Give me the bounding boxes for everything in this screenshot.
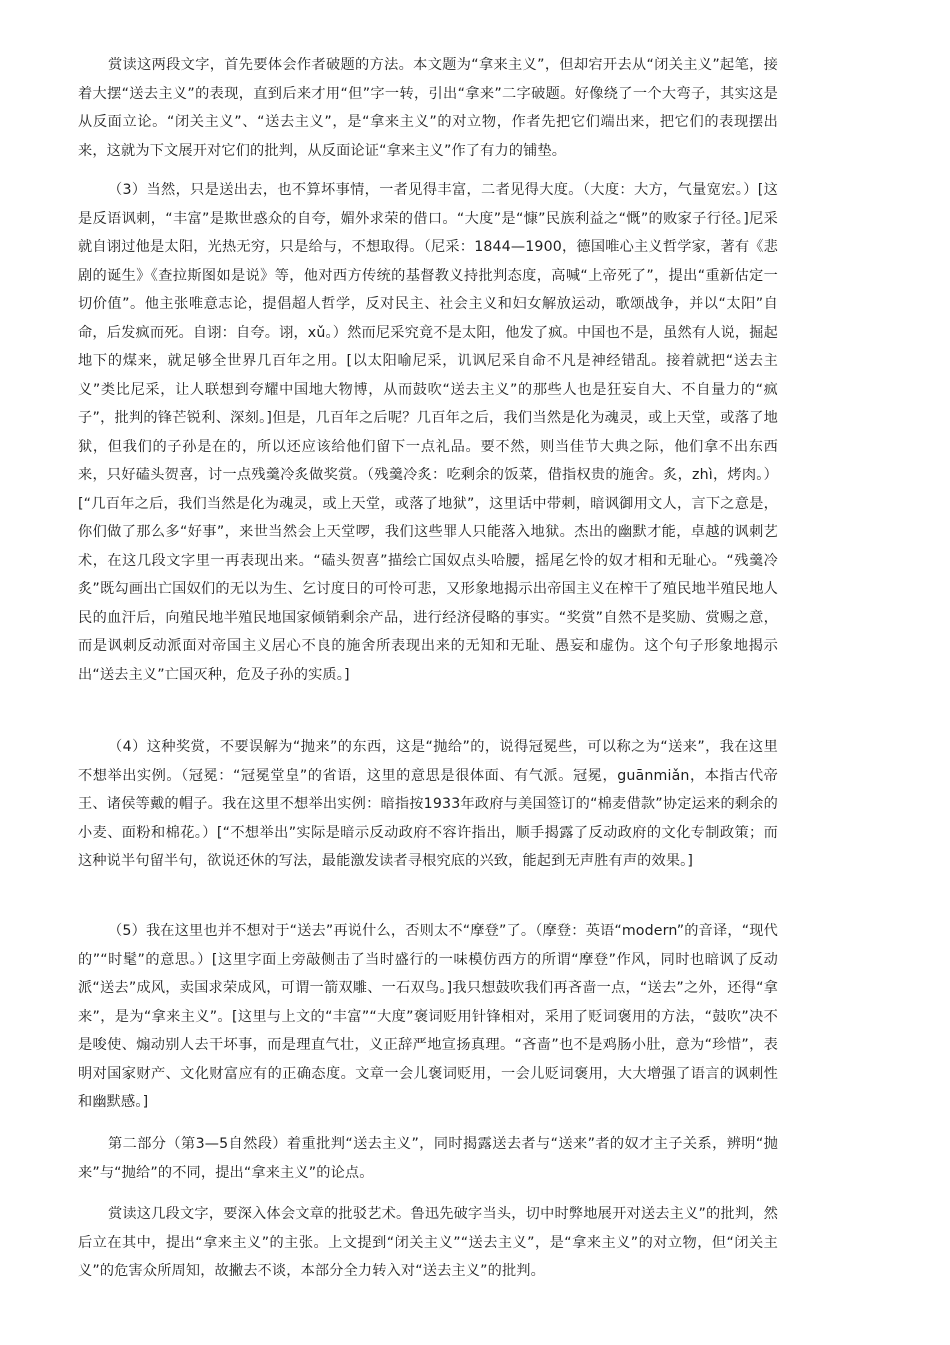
paragraph-section-5: （5）我在这里也并不想对于“送去”再说什么，否则太不“摩登”了。（摩登：英语“modern”的音译，“现代的”“时髦”的意思。）[这里字面上旁敲侧击了当时盛行的一味模仿西方的所谓“摩登”作风，同时也暗讽了反动派“送去”成风，卖国求荣成风，可谓一箭双雕、一石双鸟。]我只想鼓吹我们再吝啬一点，“送去”之外，还得“拿来”，是为“拿来主义”。[这里与上文的“丰富”“大度”褒词贬用针锋相对，采用了贬词褒用的方法，“鼓吹”决不是唆使、煽动别人去干坏事，而是理直气壮，义正辞严地宣扬真理。“吝啬”也不是鸡肠小肚，意为“珍惜”，表明对国家财产、文化财富应有的正确态度。文章一会儿褒词贬用，一会儿贬词褒用，大大增强了语言的讽刺性和幽默感。] <box>78 923 778 1110</box>
paragraph-section-3: （3）当然，只是送出去，也不算坏事情，一者见得丰富，二者见得大度。（大度：大方，气量宽宏。）[这是反语讽刺，“丰富”是欺世惑众的自夸，媚外求荣的借口。“大度”是“慷”民族利益之“慨”的败家子行径。]尼采就自诩过他是太阳，光热无穷，只是给与，不想取得。（尼采：1844—1900，德国唯心主义哲学家，著有《悲剧的诞生》《查拉斯图如是说》等，他对西方传统的基督教义持批判态度，高喊“上帝死了”，提出“重新估定一切价值”。他主张唯意志论，提倡超人哲学，反对民主、社会主义和妇女解放运动，歌颂战争，并以“太阳”自命，后发疯而死。自诩：自夸。诩，xǔ。）然而尼采究竟不是太阳，他发了疯。中国也不是，虽然有人说，掘起地下的煤来，就足够全世界几百年之用。[以太阳喻尼采，讥讽尼采自命不凡是神经错乱。接着就把“送去主义”类比尼采，让人联想到夸耀中国地大物博，从而鼓吹“送去主义”的那些人也是狂妄自大、不自量力的“疯子”，批判的锋芒锐利、深刻。]但是，几百年之后呢？几百年之后，我们当然是化为魂灵，或上天堂，或落了地狱，但我们的子孙是在的，所以还应该给他们留下一点礼品。要不然，则当佳节大典之际，他们拿不出东西来，只好磕头贺喜，讨一点残羹冷炙做奖赏。（残羹冷炙：吃剩余的饭菜，借指权贵的施舍。炙，zhì，烤肉。）[“几百年之后，我们当然是化为魂灵，或上天堂，或落了地狱”，这里话中带刺，暗讽御用文人，言下之意是，你们做了那么多“好事”，来世当然会上天堂啰，我们这些罪人只能落入地狱。杰出的幽默才能，卓越的讽刺艺术，在这几段文字里一再表现出来。“磕头贺喜”描绘亡国奴点头哈腰，摇尾乞怜的奴才相和无耻心。“残羹冷炙”既勾画出亡国奴们的无以为生、乞讨度日的可怜可悲，又形象地揭示出帝国主义在榨干了殖民地半殖民地人民的血汗后，向殖民地半殖民地国家倾销剩余产品，进行经济侵略的事实。“奖赏”自然不是奖励、赏赐之意，而是讽刺反动派面对帝国主义居心不良的施舍所表现出来的无知和无耻、愚妄和虚伪。这个句子形象地揭示出“送去主义”亡国灭种，危及子孙的实质。] <box>78 182 778 683</box>
paragraph-section-4: （4）这种奖赏，不要误解为“抛来”的东西，这是“抛给”的，说得冠冕些，可以称之为“送来”，我在这里不想举出实例。（冠冕：“冠冕堂皇”的省语，这里的意思是很体面、有气派。冠冕，guānmiǎn，本指古代帝王、诸侯等戴的帽子。我在这里不想举出实例：暗指按1933年政府与美国签订的“棉麦借款”协定运来的剩余的小麦、面粉和棉花。）[“不想举出”实际是暗示反动政府不容许指出，顺手揭露了反动政府的文化专制政策；而这种说半句留半句，欲说还休的写法，最能激发读者寻根究底的兴致，能起到无声胜有声的效果。] <box>78 739 778 869</box>
paragraph-analysis-intro: 赏读这两段文字，首先要体会作者破题的方法。本文题为“拿来主义”，但却宕开去从“闭关主义”起笔，接着大摆“送去主义”的表现，直到后来才用“但”字一转，引出“拿来”二字破题。好像绕了一个大弯子，其实这是从反面立论。“闭关主义”、“送去主义”，是“拿来主义”的对立物，作者先把它们端出来，把它们的表现摆出来，这就为下文展开对它们的批判，从反面论证“拿来主义”作了有力的铺垫。 <box>78 57 778 159</box>
paragraph-analysis-critique: 赏读这几段文字，要深入体会文章的批驳艺术。鲁迅先破字当头，切中时弊地展开对送去主义”的批判，然后立在其中，提出“拿来主义”的主张。上文提到“闭关主义”“送去主义”，是“拿来主义”的对立物，但“闭关主义”的危害众所周知，故撇去不谈，本部分全力转入对“送去主义”的批判。 <box>78 1206 778 1279</box>
paragraph-part-two-summary: 第二部分（第3—5自然段）着重批判“送去主义”，同时揭露送去者与“送来”者的奴才主子关系，辨明“抛来”与“抛给”的不同，提出“拿来主义”的论点。 <box>78 1136 778 1181</box>
